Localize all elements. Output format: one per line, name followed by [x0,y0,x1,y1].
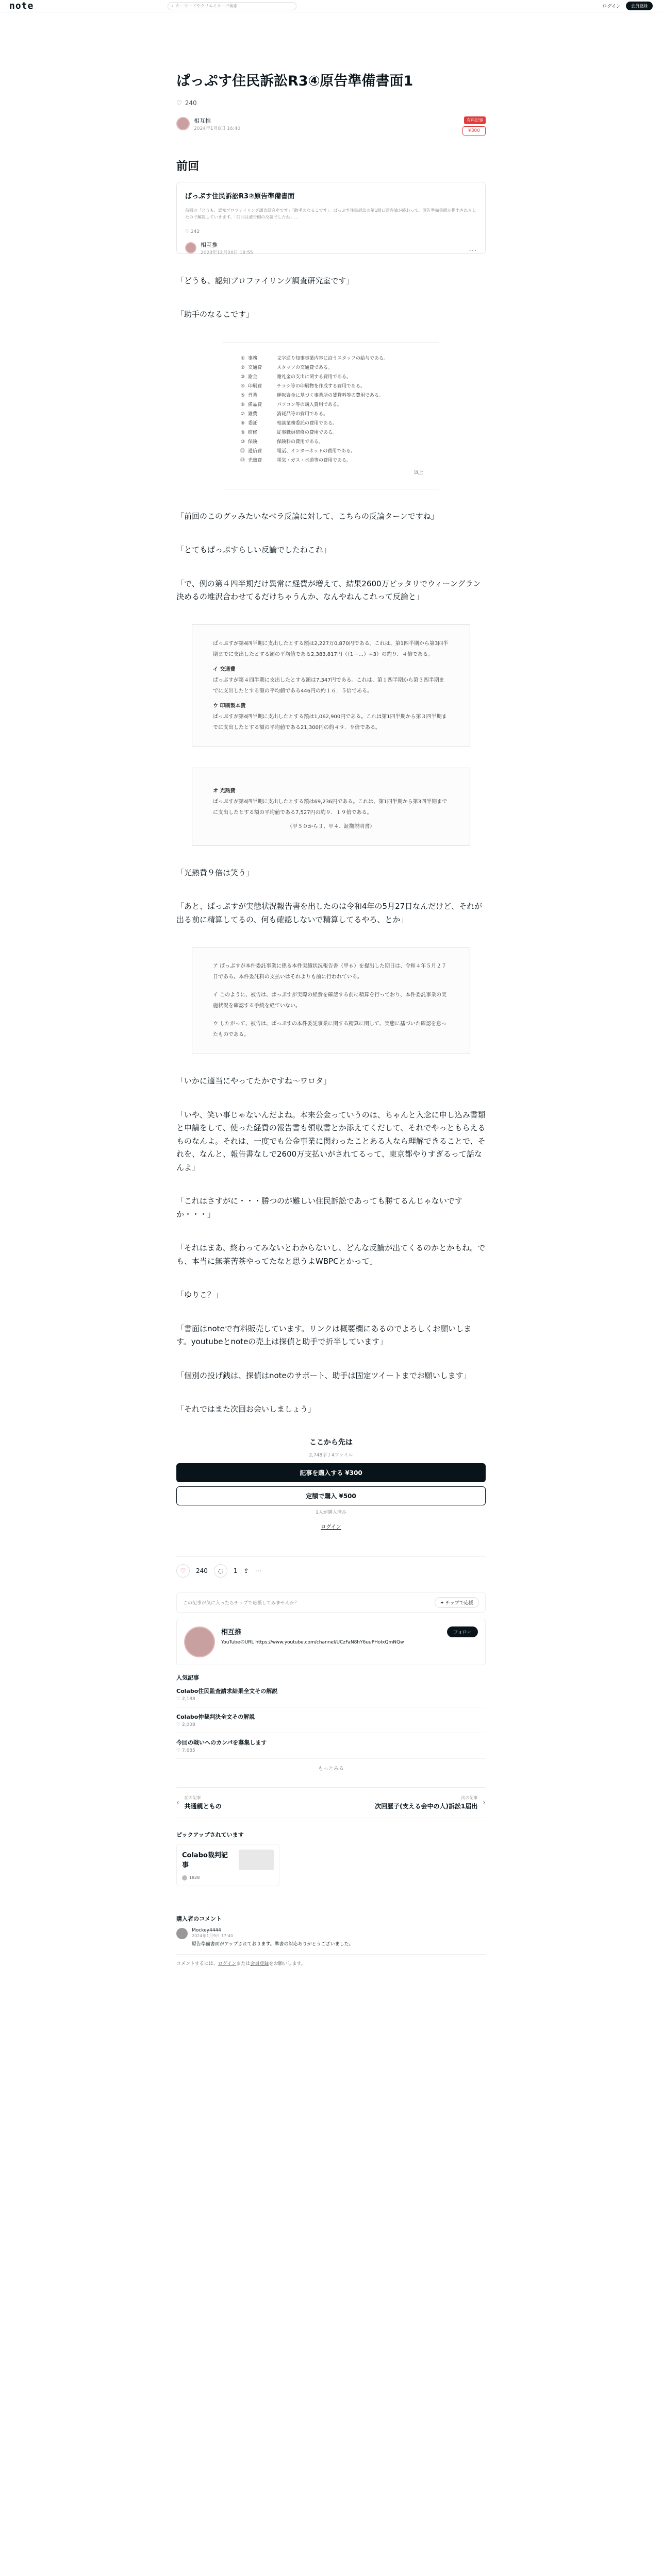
price-badge-group [462,114,486,134]
scan-heading: ウ 印刷製本費 [213,703,246,709]
doc-cell: 電話、インターネットの費用である。 [277,448,356,454]
doc-cell: スタッフの交通費である。 [277,365,333,370]
prev-label: 前の記事 [184,1795,201,1800]
picked-thumbnail [239,1850,274,1870]
like-count: 240 [196,1567,208,1574]
doc-cell: ① [240,355,245,361]
scan-paragraph: ぱっぷすが第4四半期に支出したとする額は2,227万0,870円である。これは、第1四半期から第3四半期までに支出したとする額の平均値である2,383,817円（（1＋…）÷3）の約９．４倍である。 [213,640,449,657]
scan-paragraph: ウ したがって、被告は、ぱっぷすの本件委託事業に関する精算に関して、実態に基づいた確認を怠ったものである。 [213,1021,446,1038]
dialogue-line: 「とてもぱっぷすらしい反論でしたねこれ」 [176,545,332,555]
embed-author [185,241,477,256]
doc-cell: ⑪ [240,448,245,454]
doc-cell: 消耗品等の費用である。 [277,411,328,417]
doc-cell: ⑩ [240,439,245,445]
comments-heading: 購入者のコメント [176,1915,222,1922]
embed-date: 2023年12月20日 18:55 [201,250,253,256]
doc-row [239,391,423,400]
chevron-right-icon: › [483,1798,486,1807]
comment-signup-link[interactable]: 会員登録 [250,1961,269,1967]
follow-button[interactable]: フォロー [447,1626,478,1637]
tip-bar [176,1592,486,1613]
doc-cell: 従事職員研修の費用である。 [277,430,338,435]
heart-icon: ♡ [176,1696,182,1702]
doc-cell: 通信費 [248,448,262,454]
more-menu-icon[interactable]: … [469,243,477,253]
action-bar [176,1556,486,1585]
dialogue-line: 「それはまあ、終わってみないとわからないし、どんな反論が出てくるのかとかもね。でも、本当に無茶苦茶やってたなと思うよWBPCとかって」 [176,1243,486,1266]
popular-like-count: 2,188 [181,1696,195,1702]
doc-cell: ③ [240,374,245,380]
dialogue-line: 「助手のなるこです」 [176,310,254,319]
scan-paragraph: ぱっぷすが第4四半期に支出したとする額は69,236円である。これは、第1四半期から第3四半期までに支出したとする額の平均値である7,527円の約９．１９倍である。 [213,799,448,816]
list-item[interactable] [176,1682,486,1707]
doc-cell: チラシ等の印刷物を作成する費用である。 [277,383,366,389]
popular-likes [176,1748,486,1753]
prompt-text: または [236,1961,251,1967]
popular-title: Colabo仲裁判決全文その解説 [176,1713,255,1720]
creator-avatar[interactable] [184,1626,215,1657]
author-name[interactable]: 相互推 [194,117,211,124]
article-main [176,72,486,1967]
doc-cell: ⑥ [240,402,245,408]
dialogue-line: 「個別の投げ銭は、探偵はnoteのサポート、助手は固定ツイートまでお願いします」 [176,1370,471,1380]
doc-row [239,410,423,419]
avatar [182,1875,187,1880]
doc-cell: ⑧ [240,420,245,426]
doc-cell: ② [240,365,245,370]
doc-cell: 文字通り知事事業内容に沿うスタッフの給与である。 [277,355,389,361]
doc-row [239,428,423,437]
scan-paragraph: ア ぱっぷすが本件委託事業に係る本件実績状況報告書（甲６）を提出した期日は、令和４年５月２７日である。本件委託料の支払いはそれよりも前に行われている。 [213,963,447,980]
doc-cell: 委託 [248,420,258,426]
doc-cell: 研修 [248,430,258,435]
like-button[interactable] [176,1564,190,1578]
comment-icon: ◌ [218,1567,224,1574]
article-like-row [176,99,486,107]
next-article[interactable] [331,1795,486,1810]
dialogue-line: 「ゆりこ？」 [176,1290,223,1300]
buy-article-button[interactable]: 記事を購入する ¥300 [176,1463,486,1482]
next-title: 次回歴子(支える会中の人)訴訟1届出 [375,1802,478,1810]
picked-card-author [182,1875,234,1880]
creator-card [176,1619,486,1665]
dialogue-line: 「あと、ぱっぷすが実態状況報告書を出したのは令和4年の5月27日なんだけど、それが出る前に精算してるの、何も確認しないで精算してるやろ、とか」 [176,902,483,924]
section-heading: 前回 [176,160,200,173]
paywall-login-link[interactable]: ログイン [321,1524,341,1530]
embed-like-count: 242 [190,229,200,234]
dialogue-line: 「いや、笑い事じゃないんだよね。本来公金っていうのは、ちゃんと入念に申し込み書類と申請をして、使った経費の報告書も領収書とか添えてくだして、それでやっともらえるものなんよ。それは、一度でも公金事業に関わったことある人なら理解できることで、それを、なんと、報告書なしで2600万支払いがされてるって、東京都やりすぎるって話なんよ」 [176,1110,486,1172]
scan-image-utilities [192,768,470,846]
dialogue-line: 「それではまた次回お会いしましょう」 [176,1404,316,1414]
picked-author-name: 1828 [189,1875,200,1880]
scan-paragraph: イ このように、被告は、ぱっぷすが実際の経費を確認する前に精算を行っており、本件委託事業の実施状況を確認する手続を経ていない。 [213,992,447,1009]
prompt-text: をお願いします。 [269,1961,306,1967]
doc-row [239,447,423,456]
scan-paragraph: ぱっぷすが第４四半期に支出したとする額は7,347円である。これは、第１四半期から第３四半期までに支出したとする額の平均値である446円の約１６．５倍である。 [213,677,444,694]
prev-title: 共通親ともの [184,1802,222,1810]
doc-row [239,437,423,447]
top-bar [0,0,662,12]
paywall-title: ここから先は [309,1438,353,1447]
paywall [176,1437,486,1531]
embed-description: 前回の「どうも、認知プロファイリング調査研究室です」「助手のなるこです」。ぱっぷす住民訴訟の第1回口頭弁論が終わって、原告準備書面が提出されましたので解説していきます。「前回は被告側の反論でしたね」… [185,208,476,219]
avatar[interactable] [176,1928,188,1939]
doc-row [239,419,423,428]
search-placeholder: キーワードやクリエイターで検索 [175,4,238,8]
doc-cell: 保険料の費用である。 [277,439,324,445]
login-link[interactable]: ログイン [602,4,621,9]
note-logo[interactable]: note [9,1,34,11]
dialogue-line: 「これはさすがに・・・勝つのが難しい住民訴訟であっても勝てるんじゃないですか・・・」 [176,1196,462,1219]
dialogue-line: 「で、例の第４四半期だけ異常に経費が増えて、結果2600万ピッタリでウィーングラン決めるの堆沢合わせてるだけちゃうんか、なんやねんこれって反論と」 [176,579,481,602]
signup-button[interactable]: 会員登録 [626,2,653,10]
heart-icon[interactable]: ♡ [176,99,182,107]
popular-like-count: 7,685 [181,1748,195,1753]
creator-bio: YouTubeのURL https://www.youtube.com/channel/UCzFaN8hY6uuPHoIxQmNQw [221,1639,404,1645]
doc-cell: 相談業務委託の費用である。 [277,420,338,426]
picked-heading: ピックアップされています [176,1831,244,1838]
comment-login-prompt [176,1954,486,1967]
picked-card-title: Colabo裁判記事 [182,1851,228,1869]
popular-heading: 人気記事 [176,1674,199,1681]
list-item[interactable] [176,1707,486,1733]
popular-likes [176,1722,486,1727]
article-like-count: 240 [185,99,197,107]
search-box[interactable] [168,2,296,10]
subscription-button[interactable]: 定額で購入 ¥500 [176,1486,486,1505]
popular-title: 今回の戦いへのカンパを募集します [176,1739,267,1746]
search-icon: ⌕ [171,3,174,8]
doc-cell: 交通費 [248,365,262,370]
header-actions [602,2,653,10]
doc-cell: 謝礼金の支出に関する費用である。 [277,374,352,380]
doc-cell: ⑨ [240,430,245,435]
doc-cell: 事務 [248,355,258,361]
document-image [223,342,439,489]
heart-icon: ♡ [176,1722,182,1727]
more-link[interactable]: もっとみる [318,1766,344,1772]
scan-footer: （甲５０から３、甲４、証拠説明書） [287,823,375,829]
embed-author-name: 相互推 [201,241,218,248]
doc-cell: 印刷費 [248,383,262,389]
gift-icon: ✦ [440,1600,445,1606]
heart-icon: ♡ [180,1567,186,1574]
doc-cell: ⑦ [240,411,245,417]
doc-footer: 以上 [413,470,423,476]
doc-cell: 光熱費 [248,457,262,463]
dialogue-line: 「どうも、認知プロファイリング調査研究室です」 [176,276,354,285]
scan-heading: イ 交通費 [213,666,236,672]
prev-article[interactable] [176,1795,331,1810]
embed-like-row [185,229,477,234]
avatar [185,242,196,253]
purchase-count: 1人が購入済み [316,1510,346,1515]
doc-cell: 保険 [248,439,258,445]
doc-cell: 運転資金に基づく事業所の賃貸料等の費用である。 [277,393,384,398]
doc-row [239,400,423,410]
popular-like-count: 2,008 [181,1722,195,1727]
popular-title: Colabo住民監査請求結果全文その解説 [176,1687,278,1694]
article-nav [176,1787,486,1818]
comment-button[interactable] [214,1564,227,1578]
tip-button[interactable] [435,1597,479,1608]
doc-row [239,363,423,372]
dialogue-line: 「光熱費９倍は笑う」 [176,868,254,877]
doc-cell: 電気・ガス・水道等の費用である。 [277,457,352,463]
dialogue-line: 「書面はnoteで有料販売しています。リンクは概要欄にあるのでよろしくお願いします。youtubeとnoteの売上は探偵と助手で折半しています」 [176,1324,472,1347]
price-tag: ¥300 [462,126,486,135]
comment-date: 2024年1月9日 17:40 [192,1933,234,1938]
embed-title: ぱっぷす住民訴訟R3②原告準備書面 [185,192,295,200]
comment-item [176,1928,486,1947]
avatar[interactable] [176,117,190,130]
article-date: 2024年1月8日 16:40 [194,126,241,131]
picked-card[interactable] [176,1844,279,1886]
tip-button-label: チップで応援 [445,1600,473,1606]
scan-paragraph: ぱっぷすが第4四半期に支出したとする額は1,062,900円である。これは第1四半期から第３四半期までに支出したとする額の平均値である21,300円の約４９．９倍である。 [213,714,447,731]
heart-icon: ♡ [176,1748,182,1753]
paywall-word-count: 2,748字 / 4ファイル [309,1452,353,1458]
doc-row [239,456,423,465]
doc-cell: ④ [240,383,245,389]
chevron-left-icon: ‹ [176,1798,179,1807]
dialogue-line: 「いかに適当にやってたかですね〜ワロタ」 [176,1076,332,1086]
comment-login-link[interactable]: ログイン [218,1961,237,1967]
doc-cell: パソコン等の購入費用である。 [277,402,342,408]
doc-row [239,382,423,391]
comment-text: 原告準備書面がアップされております。準書の対応ありがとうございました。 [192,1941,354,1947]
share-icon[interactable]: ⇪ [243,1567,249,1574]
article-author [176,114,486,134]
popular-list [176,1682,486,1759]
doc-row [239,354,423,363]
doc-cell: 謝金 [248,374,258,380]
doc-cell: 営業 [248,393,258,398]
scan-image-report [192,947,470,1054]
paid-badge: 有料記事 [464,116,486,124]
embed-card[interactable] [176,182,486,254]
doc-cell: ⑤ [240,393,245,398]
doc-cell: ⑫ [240,457,245,463]
article-title: ぱっぷす住民訴訟R3④原告準備書面1 [176,73,413,89]
comment-author[interactable]: Mockey4444 [192,1927,221,1933]
tip-text: この記事が気に入ったらチップで応援してみませんか？ [183,1600,300,1606]
list-item[interactable] [176,1733,486,1759]
scan-image-expenses [192,624,470,747]
next-label: 次の記事 [461,1795,478,1800]
comment-count: 1 [233,1567,238,1574]
popular-likes [176,1697,486,1702]
doc-cell: 備品費 [248,402,262,408]
more-icon[interactable]: ⋯ [255,1567,261,1574]
doc-row [239,372,423,382]
dialogue-line: 「前回のこのグッみたいなベラ反論に対して、こちらの反論ターンですね」 [176,511,439,521]
creator-name[interactable]: 相互推 [221,1628,242,1636]
prompt-text: コメントするには、 [176,1961,218,1967]
doc-cell: 雑費 [248,411,258,417]
scan-heading: オ 光熱費 [213,788,236,794]
comments-section [176,1907,486,1967]
heart-icon: ♡ [185,229,191,234]
